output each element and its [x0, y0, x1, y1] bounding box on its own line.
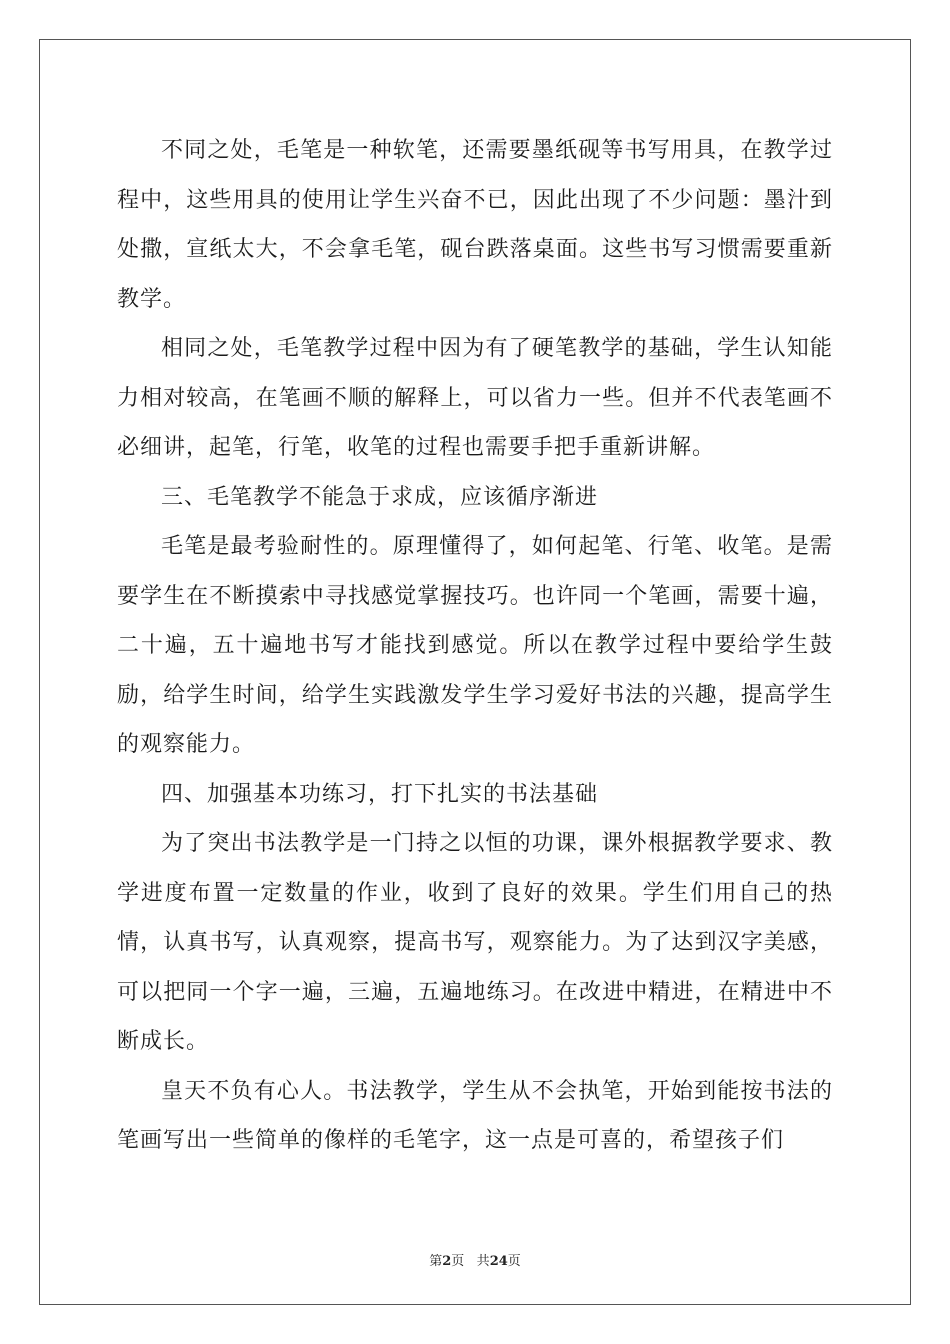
total-pages-number: 24 — [489, 1254, 508, 1269]
document-body — [117, 126, 833, 1166]
footer-total-prefix: 共 — [476, 1254, 490, 1269]
paragraph: 相同之处，毛笔教学过程中因为有了硬笔教学的基础，学生认知能力相对较高，在笔画不顺的解释上，可以省力一些。但并不代表笔画不必细讲，起笔，行笔，收笔的过程也需要手把手重新讲解。 — [117, 336, 833, 460]
section-heading: 三、毛笔教学不能急于求成，应该循序渐进 — [161, 484, 599, 510]
paragraph: 不同之处，毛笔是一种软笔，还需要墨纸砚等书写用具，在教学过程中，这些用具的使用让学生兴奋不已，因此出现了不少问题：墨汁到处撒，宣纸太大，不会拿毛笔，砚台跌落桌面。这些书写习惯需要重新教学。 — [117, 138, 833, 312]
section-heading: 四、加强基本功练习，打下扎实的书法基础 — [161, 781, 599, 807]
footer-page-suffix: 页 — [451, 1254, 465, 1269]
page-footer — [0, 1250, 950, 1269]
footer-prefix: 第 — [429, 1254, 443, 1269]
paragraph: 皇天不负有心人。书法教学，学生从不会执笔，开始到能按书法的笔画写出一些简单的像样的毛笔字，这一点是可喜的，希望孩子们 — [117, 1078, 833, 1153]
paragraph: 毛笔是最考验耐性的。原理懂得了，如何起笔、行笔、收笔。是需要学生在不断摸索中寻找感觉掌握技巧。也许同一个笔画，需要十遍，二十遍，五十遍地书写才能找到感觉。所以在教学过程中要给学生鼓励，给学生时间，给学生实践激发学生学习爱好书法的兴趣，提高学生的观察能力。 — [117, 534, 833, 757]
footer-total-suffix: 页 — [507, 1254, 521, 1269]
current-page-number: 2 — [442, 1254, 452, 1269]
paragraph: 为了突出书法教学是一门持之以恒的功课，课外根据教学要求、教学进度布置一定数量的作业，收到了良好的效果。学生们用自己的热情，认真书写，认真观察，提高书写，观察能力。为了达到汉字美感，可以把同一个字一遍，三遍，五遍地练习。在改进中精进，在精进中不断成长。 — [117, 831, 833, 1054]
